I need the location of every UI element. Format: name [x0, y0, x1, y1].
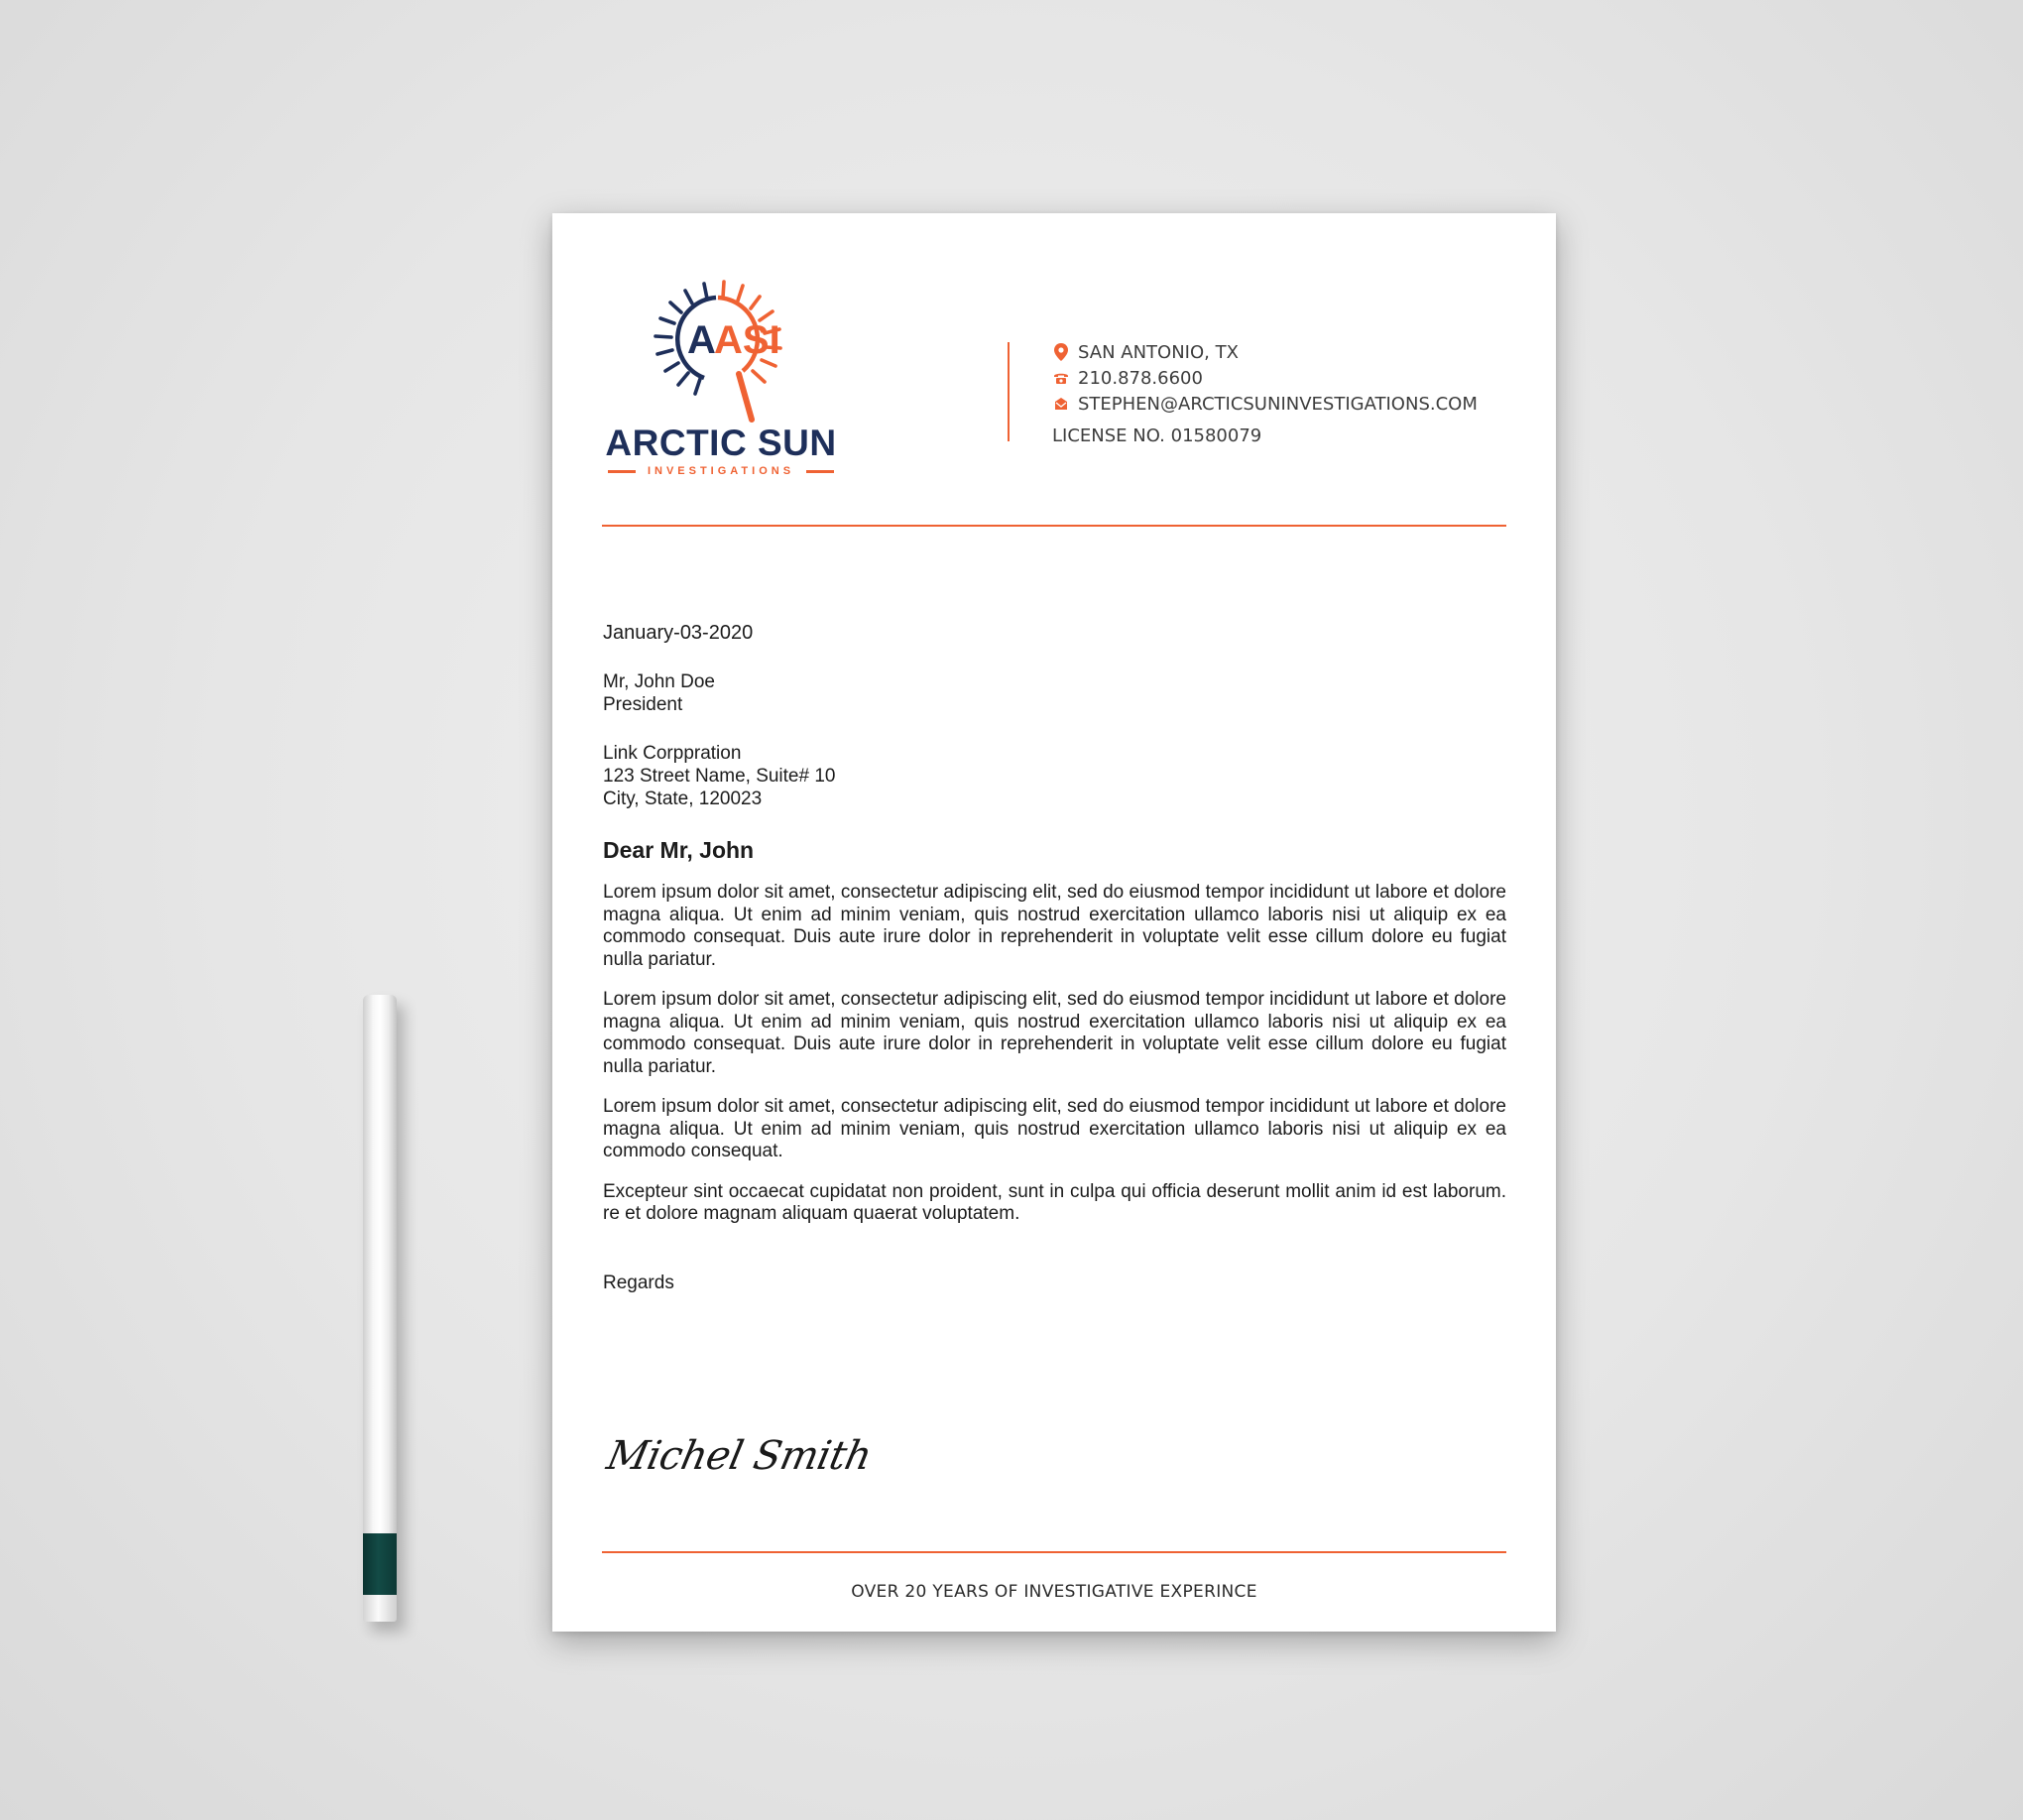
brand-tagline-row	[602, 466, 840, 477]
address-block	[603, 742, 1506, 810]
pen	[363, 995, 397, 1622]
footer-text: OVER 20 YEARS OF INVESTIGATIVE EXPERINCE	[851, 1582, 1257, 1602]
letterhead-paper	[552, 213, 1556, 1632]
location-pin-icon	[1052, 343, 1070, 361]
address-line-1: 123 Street Name, Suite# 10	[603, 766, 836, 787]
contact-email-text[interactable]: STEPHEN@ARCTICSUNINVESTIGATIONS.COM	[1078, 393, 1478, 415]
contact-phone	[1052, 365, 1478, 391]
contact-block	[1052, 339, 1478, 446]
paragraph-2: Lorem ipsum dolor sit amet, consectetur adipiscing elit, sed do eiusmod tempor incididunt ut labore et dolore magna aliqua. Ut enim ad minim veniam, quis nostrud exercitation ullamco laboris nisi ut aliquip ex ea commodo consequat. Duis aute irure dolor in reprehenderit in voluptate velit esse cillum dolore eu fugiat nulla pariatur.	[603, 989, 1506, 1077]
letter-date: January-03-2020	[603, 622, 754, 644]
header-vertical-divider	[1008, 342, 1010, 441]
closing: Regards	[603, 1272, 674, 1293]
license-number: LICENSE NO. 01580079	[1052, 425, 1262, 446]
greeting: Dear Mr, John	[603, 837, 755, 863]
brand-logo	[602, 271, 840, 499]
phone-icon	[1052, 369, 1070, 387]
footer-rule	[602, 1551, 1506, 1553]
contact-phone-text: 210.878.6600	[1078, 367, 1203, 389]
address-line-2: City, State, 120023	[603, 789, 763, 809]
paragraph-4: Excepteur sint occaecat cupidatat non proident, sunt in culpa qui officia deserunt mollit anim id est laborum. re et dolore magnam aliquam quaerat voluptatem.	[603, 1180, 1506, 1224]
pen-tip	[363, 1595, 397, 1622]
contact-email	[1052, 391, 1478, 417]
signature: Michel Smith	[603, 1433, 876, 1479]
tagline-rule-right	[806, 470, 834, 473]
paragraph-1: Lorem ipsum dolor sit amet, consectetur adipiscing elit, sed do eiusmod tempor incididunt ut labore et dolore magna aliqua. Ut enim ad minim veniam, quis nostrud exercitation ullamco laboris nisi ut aliquip ex ea commodo consequat. Duis aute irure dolor in reprehenderit in voluptate velit esse cillum dolore eu fugiat nulla pariatur.	[603, 882, 1506, 970]
email-icon	[1052, 395, 1070, 413]
contact-location-text: SAN ANTONIO, TX	[1078, 341, 1239, 363]
brand-tagline: INVESTIGATIONS	[647, 465, 795, 477]
letter-body	[603, 622, 1506, 1294]
contact-location	[1052, 339, 1478, 365]
logo-monogram: ASI	[714, 318, 780, 362]
header-rule	[602, 525, 1506, 527]
recipient-title: President	[603, 694, 683, 715]
paragraph-3: Lorem ipsum dolor sit amet, consectetur adipiscing elit, sed do eiusmod tempor incididunt ut labore et dolore magna aliqua. Ut enim ad minim veniam, quis nostrud exercitation ullamco laboris nisi ut aliquip ex ea commodo consequat.	[603, 1096, 1506, 1161]
recipient-name: Mr, John Doe	[603, 671, 715, 692]
svg-text:A: A	[687, 318, 716, 362]
tagline-rule-left	[608, 470, 636, 473]
recipient-company: Link Corppration	[603, 743, 742, 764]
pen-band	[363, 1533, 397, 1595]
sun-magnifier-logo-icon	[602, 271, 840, 429]
brand-name: ARCTIC SUN	[605, 423, 837, 463]
recipient-block	[603, 670, 1506, 716]
